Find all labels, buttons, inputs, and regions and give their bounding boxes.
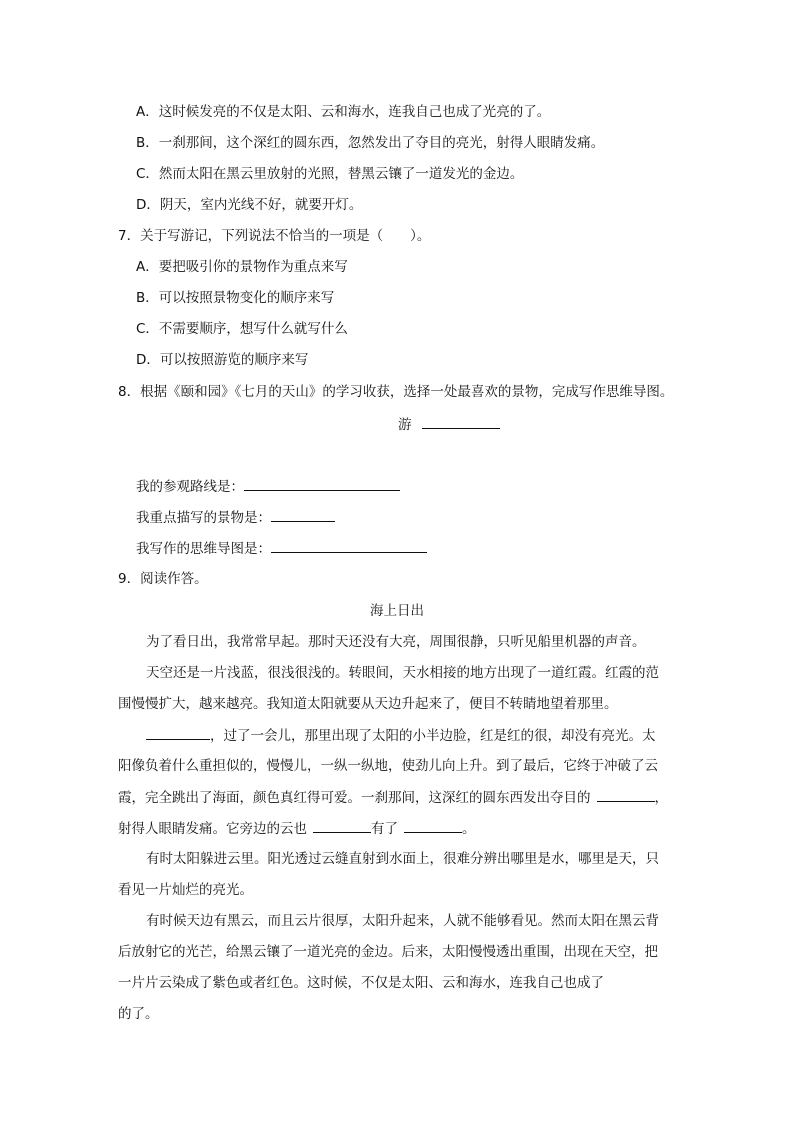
q8-scene xyxy=(136,507,335,528)
q7-option-d: D．可以按照游览的顺序来写 xyxy=(136,352,309,368)
q6-option-b: B．一刹那间，这个深红的圆东西，忽然发出了夺目的亮光，射得人眼睛发痛。 xyxy=(136,135,605,151)
passage-line-12: 一片片云染成了紫色或者红色。这时候，不仅是太阳、云和海水，连我自己也成了 xyxy=(118,975,604,991)
blank-3[interactable] xyxy=(313,818,371,833)
passage-line-5: 阳像负着什么重担似的，慢慢儿，一纵一纵地，使劲儿向上升。到了最后，它终于冲破了云 xyxy=(118,758,658,774)
passage-line-8: 有时太阳躲进云里。阳光透过云缝直射到水面上，很难分辨出哪里是水，哪里是天，只 xyxy=(146,851,659,867)
title-blank[interactable] xyxy=(422,414,500,429)
route-blank[interactable] xyxy=(244,476,400,491)
mindmap-blank[interactable] xyxy=(271,538,427,553)
scene-label: 我重点描写的景物是： xyxy=(136,510,271,526)
q8-title-prefix: 游 xyxy=(398,417,412,433)
passage-line-1: 为了看日出，我常常早起。那时天还没有大亮，周围很静，只听见船里机器的声音。 xyxy=(146,634,646,650)
q8-route xyxy=(136,476,400,497)
passage-line-3: 围慢慢扩大，越来越亮。我知道太阳就要从天边升起来了，便目不转睛地望着那里。 xyxy=(118,696,618,712)
q9-stem: 9．阅读作答。 xyxy=(118,571,208,587)
q8-stem: 8．根据《颐和园》《七月的天山》的学习收获，选择一处最喜欢的景物，完成写作思维导图。 xyxy=(118,384,674,400)
q7-option-c: C．不需要顺序，想写什么就写什么 xyxy=(136,321,348,337)
q6-option-c: C．然而太阳在黑云里放射的光照，替黑云镶了一道发光的金边。 xyxy=(136,166,524,182)
blank-4[interactable] xyxy=(404,818,462,833)
passage-line-2: 天空还是一片浅蓝，很浅很浅的。转眼间，天水相接的地方出现了一道红霞。红霞的范 xyxy=(146,665,659,681)
blank-2[interactable] xyxy=(597,787,655,802)
q7-stem: 7．关于写游记，下列说法不恰当的一项是（ ）。 xyxy=(118,228,431,244)
passage-line-13: 的了。 xyxy=(118,1006,159,1022)
passage-line-10: 有时候天边有黑云，而且云片很厚，太阳升起来，人就不能够看见。然而太阳在黑云背 xyxy=(146,913,659,929)
scene-blank[interactable] xyxy=(271,507,335,522)
q8-title-line xyxy=(398,414,500,435)
route-label: 我的参观路线是： xyxy=(136,479,244,495)
passage-line-9: 看见一片灿烂的亮光。 xyxy=(118,882,253,898)
q6-option-d: D．阴天，室内光线不好，就要开灯。 xyxy=(136,197,363,213)
mindmap-label: 我写作的思维导图是： xyxy=(136,541,271,557)
q6-option-a: A．这时候发亮的不仅是太阳、云和海水，连我自己也成了光亮的了。 xyxy=(136,104,551,120)
passage-line-6: 霞，完全跳出了海面，颜色真红得可爱。一刹那间，这深红的圆东西发出夺目的 ， xyxy=(118,787,668,808)
passage-title: 海上日出 xyxy=(370,603,424,619)
q7-option-a: A．要把吸引你的景物作为重点来写 xyxy=(136,259,348,275)
passage-line-11: 后放射它的光芒，给黑云镶了一道光亮的金边。后来，太阳慢慢透出重围，出现在天空，把 xyxy=(118,944,658,960)
passage-line-4: ，过了一会儿，那里出现了太阳的小半边脸，红是红的很，却没有亮光。太 xyxy=(146,725,656,746)
q7-option-b: B．可以按照景物变化的顺序来写 xyxy=(136,290,335,306)
passage-line-7: 射得人眼睛发痛。它旁边的云也 有了 。 xyxy=(118,818,476,839)
q8-mindmap xyxy=(136,538,427,559)
blank-1[interactable] xyxy=(146,725,210,740)
